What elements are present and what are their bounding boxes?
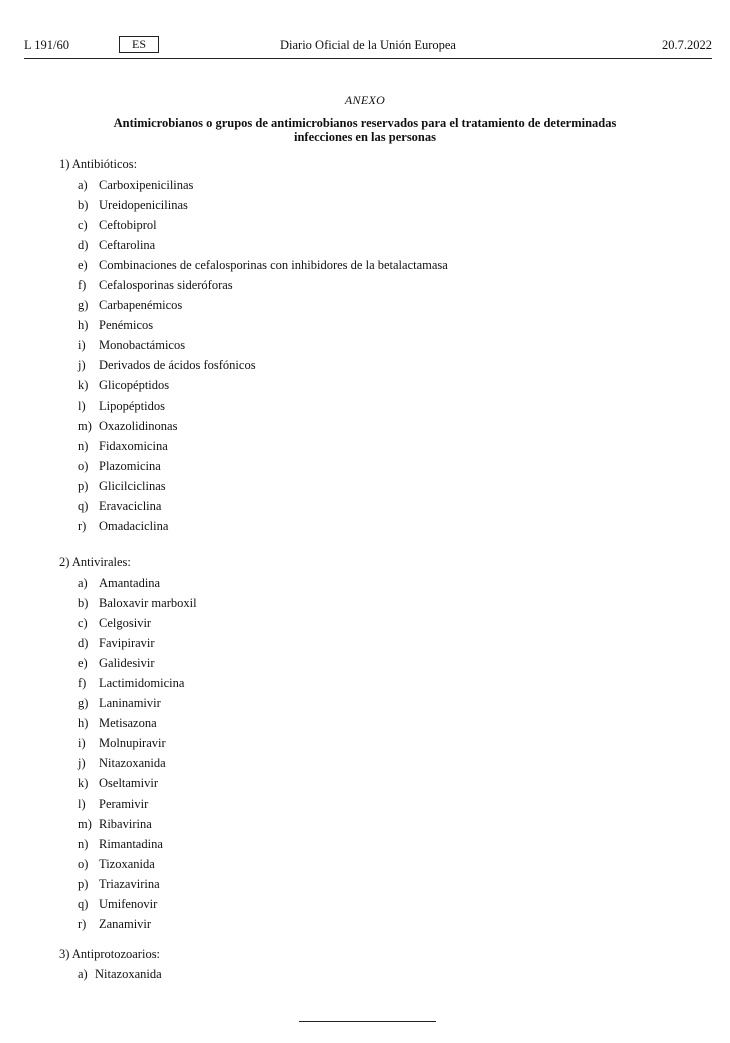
item-text: Ureidopenicilinas	[99, 198, 188, 213]
item-label: e)	[78, 258, 88, 273]
language-badge: ES	[119, 36, 159, 53]
item-text: Omadaciclina	[99, 518, 169, 533]
item-text: Carbapenémicos	[99, 298, 183, 313]
item-label: q)	[78, 896, 89, 911]
item-text: Metisazona	[99, 716, 157, 731]
item-label: i)	[78, 338, 86, 353]
header-divider	[24, 58, 712, 59]
section-heading-antiprotozoals: 3) Antiprotozoarios:	[59, 947, 161, 961]
item-text: Triazavirina	[99, 876, 160, 891]
item-label: r)	[78, 518, 87, 533]
item-text: Galidesivir	[99, 656, 155, 671]
item-label: h)	[78, 716, 89, 731]
item-text: Combinaciones de cefalosporinas con inhibidores de la betalactamasa	[99, 258, 448, 273]
item-label: b)	[78, 198, 89, 213]
section-heading-antibiotics: 1) Antibióticos:	[59, 157, 138, 171]
item-text: Derivados de ácidos fosfónicos	[99, 358, 256, 373]
document-title	[90, 116, 640, 144]
item-text: Carboxipenicilinas	[99, 178, 194, 192]
item-label: p)	[78, 478, 89, 493]
item-text: Fidaxomicina	[99, 438, 168, 453]
item-text: Ribavirina	[99, 816, 152, 831]
annex-label: ANEXO	[344, 93, 386, 107]
item-text: Ceftarolina	[99, 238, 156, 253]
item-text: Baloxavir marboxil	[99, 596, 197, 611]
page-header	[24, 38, 712, 56]
item-text: Nitazoxanida	[95, 967, 162, 981]
item-label: a)	[78, 576, 88, 590]
item-label: q)	[78, 498, 89, 513]
item-text: Nitazoxanida	[99, 756, 166, 771]
item-label: l)	[78, 796, 86, 811]
title-line-1: Antimicrobianos o grupos de antimicrobianos reservados para el tratamiento de determinadas	[113, 116, 617, 130]
publication-date: 20.7.2022	[662, 38, 712, 52]
item-label: o)	[78, 856, 89, 871]
item-text: Monobactámicos	[99, 338, 186, 353]
item-text: Ceftobiprol	[99, 218, 157, 233]
item-text: Zanamivir	[99, 916, 152, 931]
item-label: d)	[78, 636, 89, 651]
item-text: Glicopéptidos	[99, 378, 170, 393]
item-label: k)	[78, 776, 89, 791]
journal-reference: L 191/60	[24, 38, 70, 52]
item-label: d)	[78, 238, 89, 253]
item-text: Tizoxanida	[99, 856, 155, 871]
item-label: l)	[78, 398, 86, 413]
item-text: Oseltamivir	[99, 776, 159, 791]
item-label: n)	[78, 438, 89, 453]
item-text: Laninamivir	[99, 696, 161, 711]
item-label: r)	[78, 916, 87, 931]
item-text: Peramivir	[99, 796, 149, 811]
item-text: Celgosivir	[99, 616, 152, 631]
item-label: n)	[78, 836, 89, 851]
item-label: o)	[78, 458, 89, 473]
item-label: g)	[78, 696, 89, 711]
item-label: c)	[78, 218, 88, 233]
item-text: Plazomicina	[99, 458, 161, 473]
title-line-2: infecciones en las personas	[293, 130, 436, 144]
item-label: k)	[78, 378, 89, 393]
item-label: g)	[78, 298, 89, 313]
item-text: Eravaciclina	[99, 498, 162, 513]
item-label: j)	[78, 358, 86, 373]
item-text: Lipopéptidos	[99, 398, 165, 413]
item-label: j)	[78, 756, 86, 771]
section-heading-antivirals: 2) Antivirales:	[59, 555, 131, 569]
item-label: m)	[78, 418, 92, 433]
item-text: Rimantadina	[99, 836, 163, 851]
footer-divider	[299, 1021, 436, 1022]
item-text: Oxazolidinonas	[99, 418, 178, 433]
item-text: Lactimidomicina	[99, 676, 185, 691]
item-label: f)	[78, 676, 87, 691]
item-text: Cefalosporinas sideróforas	[99, 278, 233, 293]
item-label: a)	[78, 178, 88, 192]
item-label: c)	[78, 616, 88, 631]
item-label: b)	[78, 596, 89, 611]
item-label: m)	[78, 816, 92, 831]
item-text: Penémicos	[99, 318, 154, 333]
item-text: Umifenovir	[99, 896, 158, 911]
item-label: i)	[78, 736, 86, 751]
item-label: p)	[78, 876, 89, 891]
item-text: Molnupiravir	[99, 736, 166, 751]
item-text: Amantadina	[99, 576, 161, 590]
item-label: a)	[78, 967, 88, 981]
journal-name: Diario Oficial de la Unión Europea	[280, 38, 456, 52]
item-text: Glicilciclinas	[99, 478, 166, 493]
item-text: Favipiravir	[99, 636, 155, 651]
item-label: h)	[78, 318, 89, 333]
item-label: f)	[78, 278, 87, 293]
item-label: e)	[78, 656, 88, 671]
